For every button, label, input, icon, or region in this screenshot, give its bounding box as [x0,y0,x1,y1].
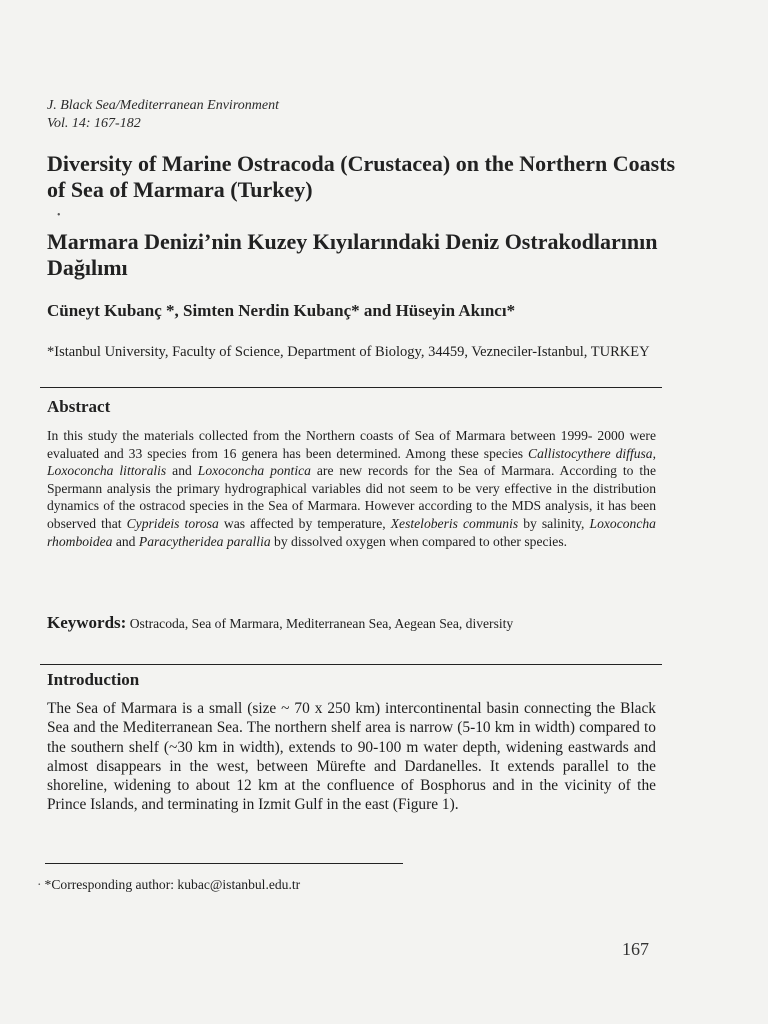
keywords-label: Keywords: [47,613,127,632]
abstract-body [47,427,656,550]
abstract-text: , [652,445,656,461]
species-name: Loxoconcha pontica [197,463,311,479]
keywords-text: Ostracoda, Sea of Marmara, Mediterranean Sea, Aegean Sea, diversity [129,616,514,631]
section-divider [40,664,662,665]
title-turkish: Marmara Denizi’nin Kuzey Kıyılarındaki Deniz Ostrakodlarının Dağılımı [47,229,658,280]
abstract-text: are new records for the Sea of Marmara. According to the Spermann analysis the primary hydrographical variables did not seem to be very effective in the distribution dynamics of the ostracod species in the Sea of Marmara. However according to the MDS analysis, it has been observed that [47,463,656,531]
species-name: Xesteloberis communis [390,515,519,531]
species-name: Paracytheridea parallia [138,533,271,549]
decorative-dot: • [57,210,61,221]
title-english: Diversity of Marine Ostracoda (Crustacea) on the Northern Coasts of Sea of Marmara (Turkey) [47,151,676,202]
introduction-heading: Introduction [47,670,140,689]
abstract-text: In this study the materials collected from the Northern coasts of Sea of Marmara between 1999- 2000 were evaluated and 33 species from 16 genera has been determined. Among these species [47,428,656,461]
abstract-heading: Abstract [47,397,111,416]
affiliation: *Istanbul University, Faculty of Science, Department of Biology, 34459, Vezneciler-Istanbul, TURKEY [47,344,650,360]
footnote-bullet: · [37,877,42,892]
footnote-text: *Corresponding author: kubac@istanbul.edu.tr [44,877,301,892]
abstract-text: by dissolved oxygen when compared to other species. [270,533,568,549]
abstract-text: was affected by temperature, [218,515,391,531]
abstract-text: by salinity, [518,515,590,531]
section-divider [40,387,662,388]
keywords-block [47,614,656,633]
abstract-text: and [112,533,139,549]
journal-volume: Vol. 14: 167-182 [47,116,141,131]
author-list: Cüneyt Kubanç *, Simten Nerdin Kubanç* and Hüseyin Akıncı* [47,301,516,320]
species-name: Cyprideis torosa [126,515,219,531]
species-name: Callistocythere diffusa [528,445,653,461]
footnote-divider [45,863,403,864]
species-name: Loxoconcha littoralis [47,463,167,479]
journal-citation [47,97,279,133]
abstract-text: and [166,463,198,479]
introduction-body: The Sea of Marmara is a small (size ~ 70 x 250 km) intercontinental basin connecting the Black Sea and the Mediterranean Sea. The northern shelf area is narrow (5-10 km in width) compared to the southern shelf (~30 km in width), extends to 90-100 m water depth, widening eastwards and almost disappears in the west, between Mürefte and Dardanelles. It extends parallel to the shoreline, widening to about 12 km at the confluence of Bosphorus and in the vicinity of the Prince Islands, and terminating in Izmit Gulf in the east (Figure 1). [47,700,656,814]
footnote [37,876,300,894]
page-number: 167 [622,939,649,959]
journal-name: J. Black Sea/Mediterranean Environment [47,98,279,113]
species-name: Loxoconcha rhomboidea [47,515,656,549]
